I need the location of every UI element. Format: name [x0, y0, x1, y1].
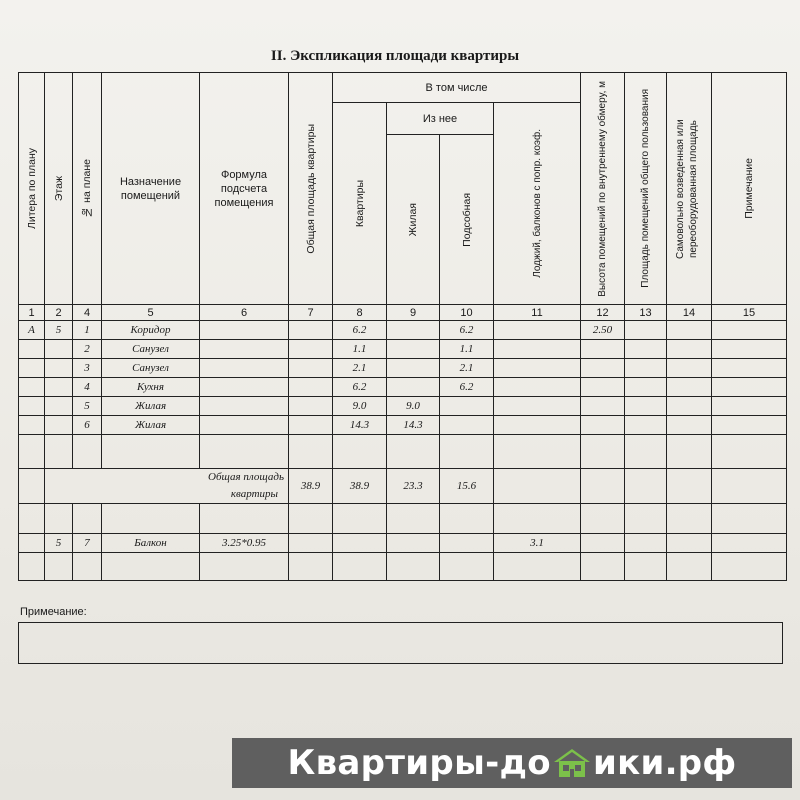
column-number: 14 [667, 305, 712, 321]
total-zhilaya: 23.3 [387, 469, 440, 504]
cell-formula: 3.25*0.95 [200, 534, 289, 553]
header-v-tom-chisle: В том числе [333, 73, 581, 103]
cell-lodzhii [494, 416, 581, 435]
cell-vysota [581, 416, 625, 435]
cell-lodzhii [494, 321, 581, 340]
cell-obshaya [289, 321, 333, 340]
column-number: 10 [440, 305, 494, 321]
watermark-banner [232, 738, 792, 788]
column-number: 5 [102, 305, 200, 321]
cell-nomer: 5 [73, 397, 102, 416]
cell-vysota [581, 397, 625, 416]
cell-kvartiry: 1.1 [333, 340, 387, 359]
column-number-row [19, 305, 787, 321]
header-obshaya: Общая площадь квартиры [289, 73, 333, 305]
table-row [19, 416, 787, 435]
cell-vysota [581, 378, 625, 397]
header-kvartiry: Квартиры [333, 103, 387, 305]
cell-vysota [581, 340, 625, 359]
empty-row [19, 553, 787, 581]
cell-podsobnaya [440, 416, 494, 435]
cell-zhilaya: 14.3 [387, 416, 440, 435]
column-number: 7 [289, 305, 333, 321]
cell-obshaya [289, 378, 333, 397]
cell-obshaya [289, 340, 333, 359]
cell-etazh: 5 [45, 534, 73, 553]
cell-kvartiry: 9.0 [333, 397, 387, 416]
cell-podsobnaya: 6.2 [440, 378, 494, 397]
page-title: II. Экспликация площади квартиры [270, 48, 520, 64]
note-box [18, 622, 783, 664]
cell-kvartiry: 6.2 [333, 378, 387, 397]
header-vysota: Высота помещений по внутреннему обмеру, м [581, 73, 625, 305]
header-obsh-polz: Площадь помещений общего пользования [625, 73, 667, 305]
column-number: 8 [333, 305, 387, 321]
cell-etazh [45, 416, 73, 435]
cell-obshaya [289, 397, 333, 416]
cell-podsobnaya [440, 397, 494, 416]
empty-row [19, 435, 787, 469]
cell-kvartiry: 6.2 [333, 321, 387, 340]
total-label: Общая площадь квартиры [45, 469, 289, 504]
table-row [19, 359, 787, 378]
cell-nomer: 2 [73, 340, 102, 359]
cell-kvartiry: 2.1 [333, 359, 387, 378]
banner-text-end: ики.рф [592, 743, 737, 783]
cell-etazh [45, 359, 73, 378]
column-number: 11 [494, 305, 581, 321]
cell-nomer: 1 [73, 321, 102, 340]
explication-table [18, 72, 787, 581]
cell-name: Жилая [102, 416, 200, 435]
cell-litera [19, 340, 45, 359]
header-samovol: Самовольно возведенная или переоборудованная площадь [667, 73, 712, 305]
cell-obshaya [289, 416, 333, 435]
table-row [19, 397, 787, 416]
cell-obshaya [289, 359, 333, 378]
cell-zhilaya [387, 378, 440, 397]
header-naznachenie: Назначение помещений [102, 73, 200, 305]
column-number: 2 [45, 305, 73, 321]
header-zhilaya: Жилая [387, 135, 440, 305]
total-obshaya: 38.9 [289, 469, 333, 504]
cell-litera [19, 397, 45, 416]
cell-litera [19, 378, 45, 397]
cell-formula [200, 359, 289, 378]
table-row [19, 340, 787, 359]
header-iz-nee: Из нее [387, 103, 494, 135]
header-row [19, 73, 787, 103]
cell-nomer: 6 [73, 416, 102, 435]
cell-name: Балкон [102, 534, 200, 553]
column-number: 4 [73, 305, 102, 321]
cell-formula [200, 397, 289, 416]
cell-nomer: 7 [73, 534, 102, 553]
cell-lodzhii: 3.1 [494, 534, 581, 553]
column-number: 6 [200, 305, 289, 321]
cell-formula [200, 340, 289, 359]
table-row [19, 321, 787, 340]
table-row [19, 378, 787, 397]
header-lodzhii: Лоджий, балконов с попр. коэф. [494, 103, 581, 305]
column-number: 12 [581, 305, 625, 321]
cell-podsobnaya: 2.1 [440, 359, 494, 378]
cell-name: Коридор [102, 321, 200, 340]
cell-vysota: 2.50 [581, 321, 625, 340]
column-number: 13 [625, 305, 667, 321]
cell-name: Жилая [102, 397, 200, 416]
header-formula: Формула подсчета помещения [200, 73, 289, 305]
cell-podsobnaya: 6.2 [440, 321, 494, 340]
total-podsobnaya: 15.6 [440, 469, 494, 504]
header-nomer: № на плане [73, 73, 102, 305]
cell-name: Санузел [102, 359, 200, 378]
cell-litera: А [19, 321, 45, 340]
cell-lodzhii [494, 340, 581, 359]
cell-lodzhii [494, 359, 581, 378]
cell-etazh [45, 340, 73, 359]
cell-name: Санузел [102, 340, 200, 359]
header-etazh: Этаж [45, 73, 73, 305]
balcony-row [19, 534, 787, 553]
header-primechanie: Примечание [712, 73, 787, 305]
column-number: 15 [712, 305, 787, 321]
cell-formula [200, 416, 289, 435]
header-podsobnaya: Подсобная [440, 135, 494, 305]
cell-etazh [45, 378, 73, 397]
cell-nomer: 4 [73, 378, 102, 397]
cell-zhilaya [387, 340, 440, 359]
cell-formula [200, 378, 289, 397]
cell-kvartiry: 14.3 [333, 416, 387, 435]
cell-zhilaya [387, 321, 440, 340]
cell-zhilaya [387, 359, 440, 378]
column-number: 9 [387, 305, 440, 321]
note-label: Примечание: [20, 606, 87, 618]
column-number: 1 [19, 305, 45, 321]
cell-etazh: 5 [45, 321, 73, 340]
empty-row [19, 504, 787, 534]
total-kvartiry: 38.9 [333, 469, 387, 504]
cell-formula [200, 321, 289, 340]
total-row [19, 469, 787, 504]
cell-lodzhii [494, 378, 581, 397]
cell-podsobnaya: 1.1 [440, 340, 494, 359]
cell-litera [19, 416, 45, 435]
cell-name: Кухня [102, 378, 200, 397]
banner-text-start: Квартиры-до [287, 743, 551, 783]
header-litera: Литера по плану [19, 73, 45, 305]
cell-zhilaya: 9.0 [387, 397, 440, 416]
cell-nomer: 3 [73, 359, 102, 378]
house-icon [552, 746, 592, 780]
cell-vysota [581, 359, 625, 378]
cell-lodzhii [494, 397, 581, 416]
cell-litera [19, 359, 45, 378]
cell-etazh [45, 397, 73, 416]
